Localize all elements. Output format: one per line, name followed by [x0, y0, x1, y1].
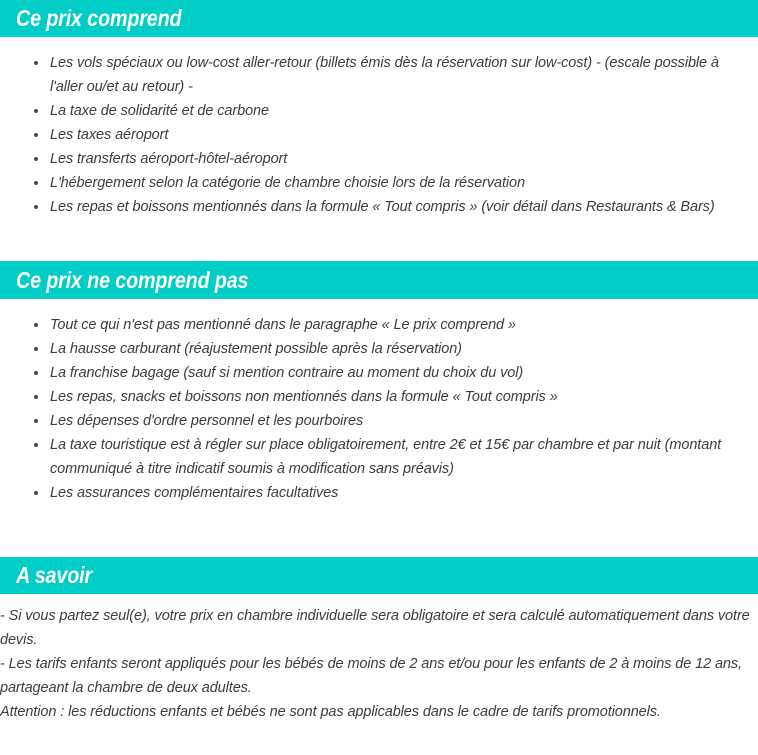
list-item-text: L'hébergement selon la catégorie de chambre choisie lors de la réservation: [50, 175, 525, 191]
list-item-text: La taxe touristique est à régler sur place obligatoirement, entre 2€ et 15€ par chambre et par nuit (montant communiqué à titre indicatif soumis à modification sans préavis): [50, 437, 722, 477]
list-item: [24, 171, 744, 195]
list-item-text: Les repas et boissons mentionnés dans la formule « Tout compris » (voir détail dans Restaurants & Bars): [50, 199, 715, 215]
list-item-text: Les taxes aéroport: [50, 127, 169, 143]
list-item-text: Les repas, snacks et boissons non mentionnés dans la formule « Tout compris »: [50, 389, 558, 405]
list-item: [24, 147, 744, 171]
list-item-text: Les transferts aéroport-hôtel-aéroport: [50, 151, 288, 167]
list-item: [24, 123, 744, 147]
note-paragraph: - Si vous partez seul(e), votre prix en chambre individuelle sera obligatoire et sera calculé automatiquement dans votre devis.: [0, 608, 750, 648]
section-header-ce-prix-comprend: [0, 0, 758, 37]
section-title: Ce prix ne comprend pas: [16, 266, 249, 293]
list-item-text: La hausse carburant (réajustement possible après la réservation): [50, 341, 462, 357]
included-list: [14, 51, 744, 219]
list-item: [24, 195, 744, 219]
section-header-ce-prix-ne-comprend-pas: [0, 261, 758, 299]
list-item: [24, 409, 744, 433]
list-item-text: Les dépenses d'ordre personnel et les pourboires: [50, 413, 364, 429]
list-item: [24, 51, 744, 99]
list-item: [24, 313, 744, 337]
section-header-a-savoir: [0, 557, 758, 594]
section-body-ce-prix-ne-comprend-pas: [0, 299, 758, 511]
excluded-list: [14, 313, 744, 505]
list-item: [24, 361, 744, 385]
list-item-text: La franchise bagage (sauf si mention contraire au moment du choix du vol): [50, 365, 524, 381]
section-body-a-savoir: [0, 594, 758, 734]
list-item: [24, 481, 744, 505]
list-item: [24, 433, 744, 481]
section-spacer: [0, 225, 758, 261]
note-paragraph: - Les tarifs enfants seront appliqués pour les bébés de moins de 2 ans et/ou pour les enfants de 2 à moins de 12 ans, partageant la chambre de deux adultes.: [0, 656, 742, 696]
section-title: Ce prix comprend: [16, 5, 182, 31]
list-item: [24, 337, 744, 361]
section-body-ce-prix-comprend: [0, 37, 758, 225]
section-spacer: [0, 511, 758, 557]
section-title: A savoir: [16, 562, 92, 588]
list-item-text: Les vols spéciaux ou low-cost aller-retour (billets émis dès la réservation sur low-cost) - (escale possible à l'aller ou/et au retour) -: [50, 55, 719, 95]
list-item-text: La taxe de solidarité et de carbone: [50, 103, 269, 119]
list-item: [24, 385, 744, 409]
note-paragraph: Attention : les réductions enfants et bébés ne sont pas applicables dans le cadre de tarifs promotionnels.: [0, 704, 661, 720]
page-bottom-spacer: [0, 734, 758, 740]
list-item-text: Tout ce qui n'est pas mentionné dans le paragraphe « Le prix comprend »: [50, 317, 516, 333]
list-item: [24, 99, 744, 123]
list-item-text: Les assurances complémentaires facultatives: [50, 485, 339, 501]
